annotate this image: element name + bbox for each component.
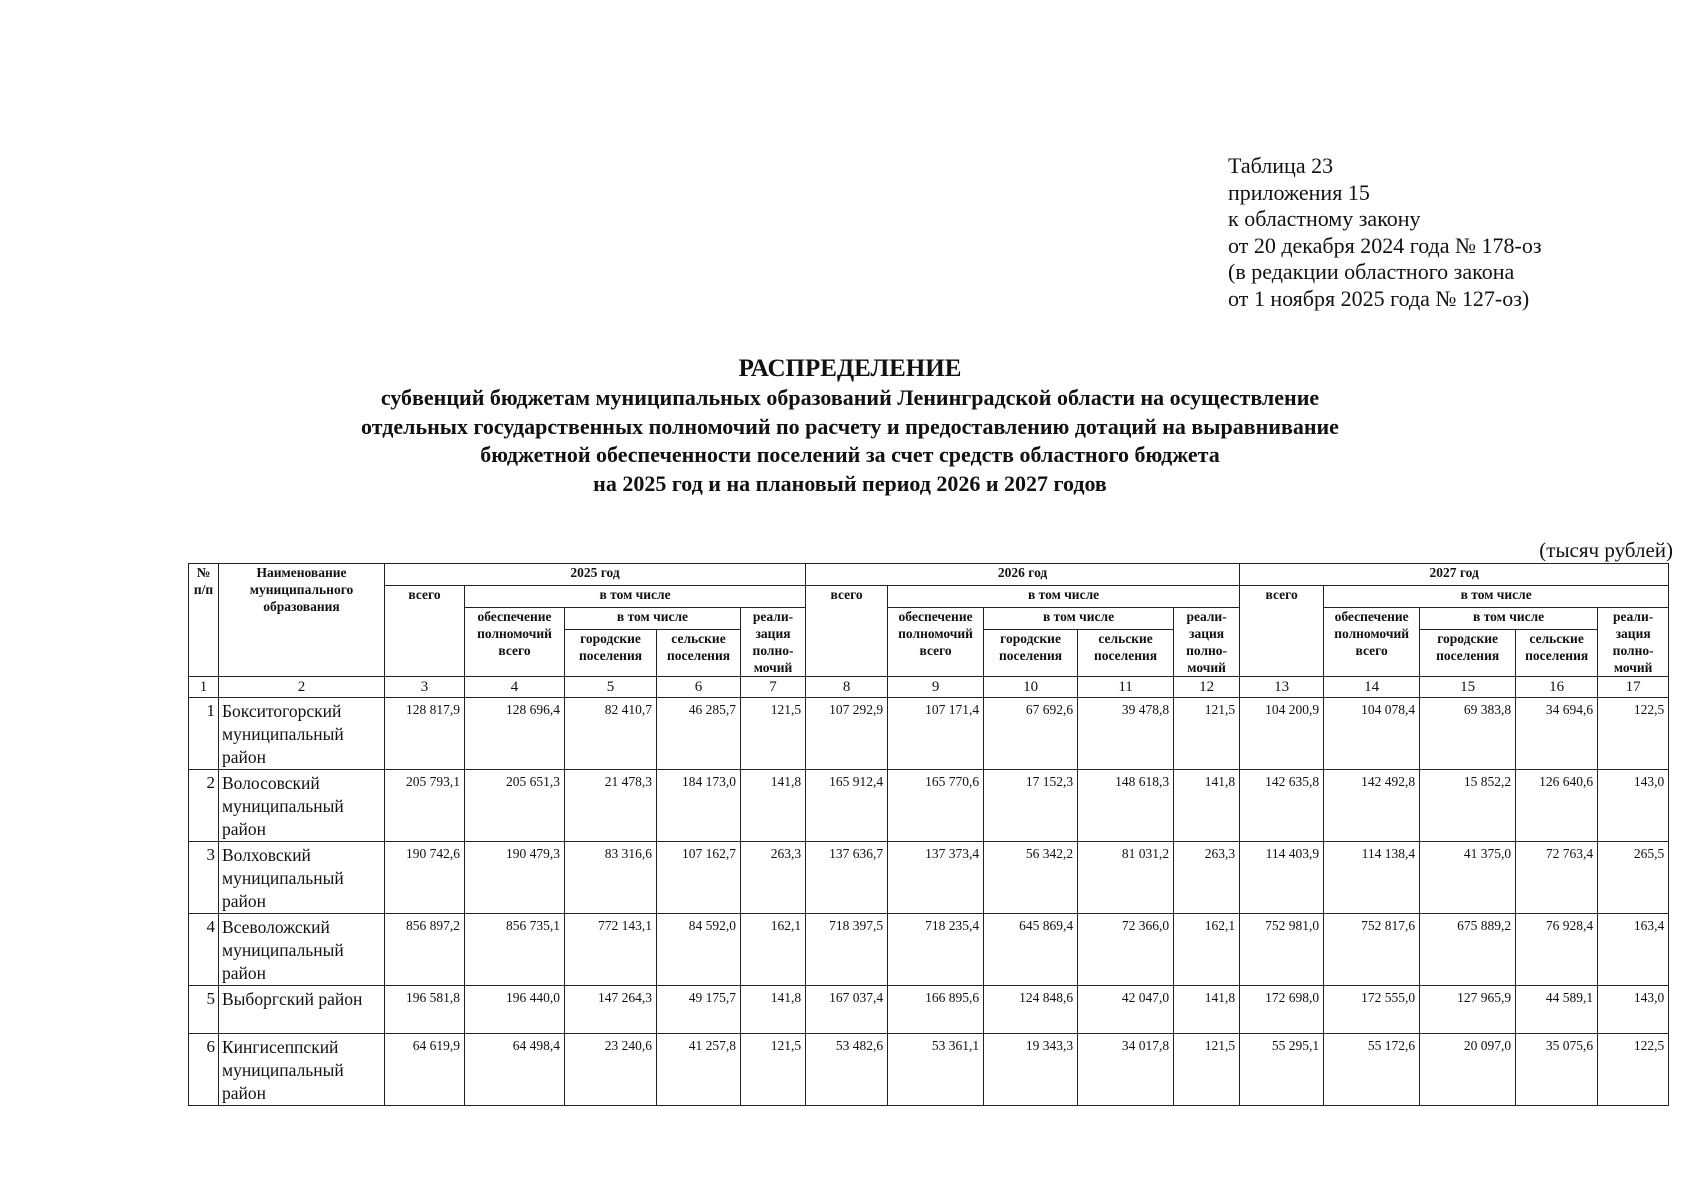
value-cell: 107 162,7	[657, 842, 741, 914]
table-row	[189, 842, 1669, 914]
value-cell: 55 295,1	[1240, 1034, 1324, 1106]
value-cell: 162,1	[1174, 914, 1240, 986]
value-cell: 165 770,6	[888, 770, 984, 842]
title-main: РАСПРЕДЕЛЕНИЕ	[738, 355, 962, 382]
value-cell: 205 793,1	[385, 770, 465, 842]
value-cell: 141,8	[1174, 986, 1240, 1034]
col-header-year: 2025 год	[385, 564, 806, 586]
row-number: 3	[189, 842, 219, 914]
col-header-name: Наименование муниципального образования	[219, 564, 385, 677]
municipality-name: Волховский муниципальный район	[219, 842, 385, 914]
value-cell: 205 651,3	[465, 770, 565, 842]
col-header-powers-total: обеспечение полномочий всего	[1324, 608, 1420, 677]
value-cell: 35 075,6	[1516, 1034, 1598, 1106]
municipality-name: Бокситогорский муниципальный район	[219, 698, 385, 770]
col-header-incl: в том числе	[565, 608, 741, 630]
municipality-name: Всеволожский муниципальный район	[219, 914, 385, 986]
value-cell: 114 403,9	[1240, 842, 1324, 914]
title-line: бюджетной обеспеченности поселений за счет средств областного бюджета	[480, 442, 1220, 467]
value-cell: 69 383,8	[1420, 698, 1516, 770]
value-cell: 141,8	[741, 986, 806, 1034]
document-title	[180, 354, 1520, 498]
value-cell: 752 981,0	[1240, 914, 1324, 986]
column-number: 5	[565, 677, 657, 698]
column-number: 17	[1598, 677, 1669, 698]
value-cell: 128 696,4	[465, 698, 565, 770]
value-cell: 121,5	[1174, 1034, 1240, 1106]
col-header-urban: городские поселения	[1420, 630, 1516, 677]
value-cell: 184 173,0	[657, 770, 741, 842]
value-cell: 121,5	[741, 1034, 806, 1106]
col-header-incl: в том числе	[888, 586, 1240, 608]
document-reference	[1228, 153, 1542, 312]
col-header-rural: сельские поселения	[657, 630, 741, 677]
table-row	[189, 698, 1669, 770]
col-header-no: № п/п	[189, 564, 219, 677]
col-header-urban: городские поселения	[565, 630, 657, 677]
value-cell: 137 636,7	[806, 842, 888, 914]
table-body	[189, 698, 1669, 1106]
units-label: (тысяч рублей)	[1539, 538, 1673, 562]
column-number: 3	[385, 677, 465, 698]
value-cell: 143,0	[1598, 986, 1669, 1034]
value-cell: 163,4	[1598, 914, 1669, 986]
row-number: 4	[189, 914, 219, 986]
value-cell: 46 285,7	[657, 698, 741, 770]
value-cell: 196 581,8	[385, 986, 465, 1034]
col-header-realization: реали-зация полно-мочий	[1598, 608, 1669, 677]
column-number: 14	[1324, 677, 1420, 698]
value-cell: 34 694,6	[1516, 698, 1598, 770]
value-cell: 172 555,0	[1324, 986, 1420, 1034]
column-number: 6	[657, 677, 741, 698]
col-header-year: 2027 год	[1240, 564, 1669, 586]
value-cell: 121,5	[1174, 698, 1240, 770]
col-header-total: всего	[1240, 586, 1324, 677]
value-cell: 104 078,4	[1324, 698, 1420, 770]
value-cell: 64 498,4	[465, 1034, 565, 1106]
value-cell: 83 316,6	[565, 842, 657, 914]
ref-line: от 20 декабря 2024 года № 178-оз	[1228, 232, 1542, 258]
value-cell: 675 889,2	[1420, 914, 1516, 986]
value-cell: 856 735,1	[465, 914, 565, 986]
value-cell: 81 031,2	[1078, 842, 1174, 914]
col-header-rural: сельские поселения	[1078, 630, 1174, 677]
value-cell: 122,5	[1598, 1034, 1669, 1106]
value-cell: 72 366,0	[1078, 914, 1174, 986]
municipality-name: Волосовский муниципальный район	[219, 770, 385, 842]
value-cell: 21 478,3	[565, 770, 657, 842]
value-cell: 141,8	[741, 770, 806, 842]
value-cell: 127 965,9	[1420, 986, 1516, 1034]
value-cell: 148 618,3	[1078, 770, 1174, 842]
value-cell: 82 410,7	[565, 698, 657, 770]
value-cell: 263,3	[1174, 842, 1240, 914]
column-number: 15	[1420, 677, 1516, 698]
column-number: 9	[888, 677, 984, 698]
ref-line: Таблица 23	[1228, 153, 1334, 178]
row-number: 2	[189, 770, 219, 842]
value-cell: 128 817,9	[385, 698, 465, 770]
value-cell: 67 692,6	[984, 698, 1078, 770]
value-cell: 76 928,4	[1516, 914, 1598, 986]
ref-line: от 1 ноября 2025 года № 127-оз)	[1228, 285, 1530, 311]
row-number: 1	[189, 698, 219, 770]
value-cell: 124 848,6	[984, 986, 1078, 1034]
col-header-incl: в том числе	[465, 586, 806, 608]
value-cell: 645 869,4	[984, 914, 1078, 986]
col-header-total: всего	[385, 586, 465, 677]
value-cell: 147 264,3	[565, 986, 657, 1034]
column-number: 16	[1516, 677, 1598, 698]
value-cell: 55 172,6	[1324, 1034, 1420, 1106]
value-cell: 190 479,3	[465, 842, 565, 914]
value-cell: 142 635,8	[1240, 770, 1324, 842]
value-cell: 166 895,6	[888, 986, 984, 1034]
column-number: 11	[1078, 677, 1174, 698]
value-cell: 141,8	[1174, 770, 1240, 842]
value-cell: 856 897,2	[385, 914, 465, 986]
row-number: 6	[189, 1034, 219, 1106]
title-line: отдельных государственных полномочий по расчету и предоставлению дотаций на выравнивание	[361, 413, 1339, 439]
value-cell: 104 200,9	[1240, 698, 1324, 770]
value-cell: 107 292,9	[806, 698, 888, 770]
col-header-powers-total: обеспечение полномочий всего	[465, 608, 565, 677]
col-header-incl: в том числе	[1420, 608, 1598, 630]
value-cell: 23 240,6	[565, 1034, 657, 1106]
ref-line: приложения 15	[1228, 179, 1370, 205]
ref-line: к областному закону	[1228, 206, 1421, 231]
title-line: субвенций бюджетам муниципальных образований Ленинградской области на осуществление	[380, 385, 1320, 410]
ref-line: (в редакции областного закона	[1228, 259, 1515, 284]
column-number: 1	[189, 677, 219, 698]
table-row	[189, 914, 1669, 986]
column-number: 8	[806, 677, 888, 698]
col-header-total: всего	[806, 586, 888, 677]
col-header-realization: реали-зация полно-мочий	[741, 608, 806, 677]
value-cell: 167 037,4	[806, 986, 888, 1034]
municipality-name: Кингисеппский муниципальный район	[219, 1034, 385, 1106]
value-cell: 143,0	[1598, 770, 1669, 842]
row-number: 5	[189, 986, 219, 1034]
value-cell: 752 817,6	[1324, 914, 1420, 986]
value-cell: 20 097,0	[1420, 1034, 1516, 1106]
value-cell: 34 017,8	[1078, 1034, 1174, 1106]
col-header-incl: в том числе	[1324, 586, 1669, 608]
value-cell: 49 175,7	[657, 986, 741, 1034]
col-header-rural: сельские поселения	[1516, 630, 1598, 677]
column-numbers-row	[189, 677, 1669, 698]
value-cell: 172 698,0	[1240, 986, 1324, 1034]
col-header-incl: в том числе	[984, 608, 1174, 630]
column-number: 2	[219, 677, 385, 698]
subvention-table	[188, 563, 1669, 1106]
col-header-urban: городские поселения	[984, 630, 1078, 677]
value-cell: 718 397,5	[806, 914, 888, 986]
column-number: 12	[1174, 677, 1240, 698]
title-line: на 2025 год и на плановый период 2026 и 2027 годов	[593, 470, 1107, 496]
value-cell: 196 440,0	[465, 986, 565, 1034]
table-row	[189, 1034, 1669, 1106]
value-cell: 72 763,4	[1516, 842, 1598, 914]
value-cell: 162,1	[741, 914, 806, 986]
value-cell: 718 235,4	[888, 914, 984, 986]
column-number: 7	[741, 677, 806, 698]
value-cell: 772 143,1	[565, 914, 657, 986]
value-cell: 56 342,2	[984, 842, 1078, 914]
value-cell: 265,5	[1598, 842, 1669, 914]
value-cell: 114 138,4	[1324, 842, 1420, 914]
value-cell: 53 482,6	[806, 1034, 888, 1106]
value-cell: 41 257,8	[657, 1034, 741, 1106]
value-cell: 107 171,4	[888, 698, 984, 770]
value-cell: 122,5	[1598, 698, 1669, 770]
value-cell: 165 912,4	[806, 770, 888, 842]
col-header-realization: реали-зация полно-мочий	[1174, 608, 1240, 677]
col-header-powers-total: обеспечение полномочий всего	[888, 608, 984, 677]
col-header-year: 2026 год	[806, 564, 1240, 586]
column-number: 4	[465, 677, 565, 698]
value-cell: 19 343,3	[984, 1034, 1078, 1106]
value-cell: 64 619,9	[385, 1034, 465, 1106]
municipality-name: Выборгский район	[219, 986, 385, 1034]
value-cell: 84 592,0	[657, 914, 741, 986]
table-row	[189, 986, 1669, 1034]
value-cell: 142 492,8	[1324, 770, 1420, 842]
value-cell: 42 047,0	[1078, 986, 1174, 1034]
value-cell: 17 152,3	[984, 770, 1078, 842]
value-cell: 137 373,4	[888, 842, 984, 914]
column-number: 10	[984, 677, 1078, 698]
value-cell: 41 375,0	[1420, 842, 1516, 914]
value-cell: 126 640,6	[1516, 770, 1598, 842]
value-cell: 263,3	[741, 842, 806, 914]
value-cell: 53 361,1	[888, 1034, 984, 1106]
value-cell: 190 742,6	[385, 842, 465, 914]
column-number: 13	[1240, 677, 1324, 698]
value-cell: 121,5	[741, 698, 806, 770]
value-cell: 39 478,8	[1078, 698, 1174, 770]
table-row	[189, 770, 1669, 842]
value-cell: 44 589,1	[1516, 986, 1598, 1034]
value-cell: 15 852,2	[1420, 770, 1516, 842]
